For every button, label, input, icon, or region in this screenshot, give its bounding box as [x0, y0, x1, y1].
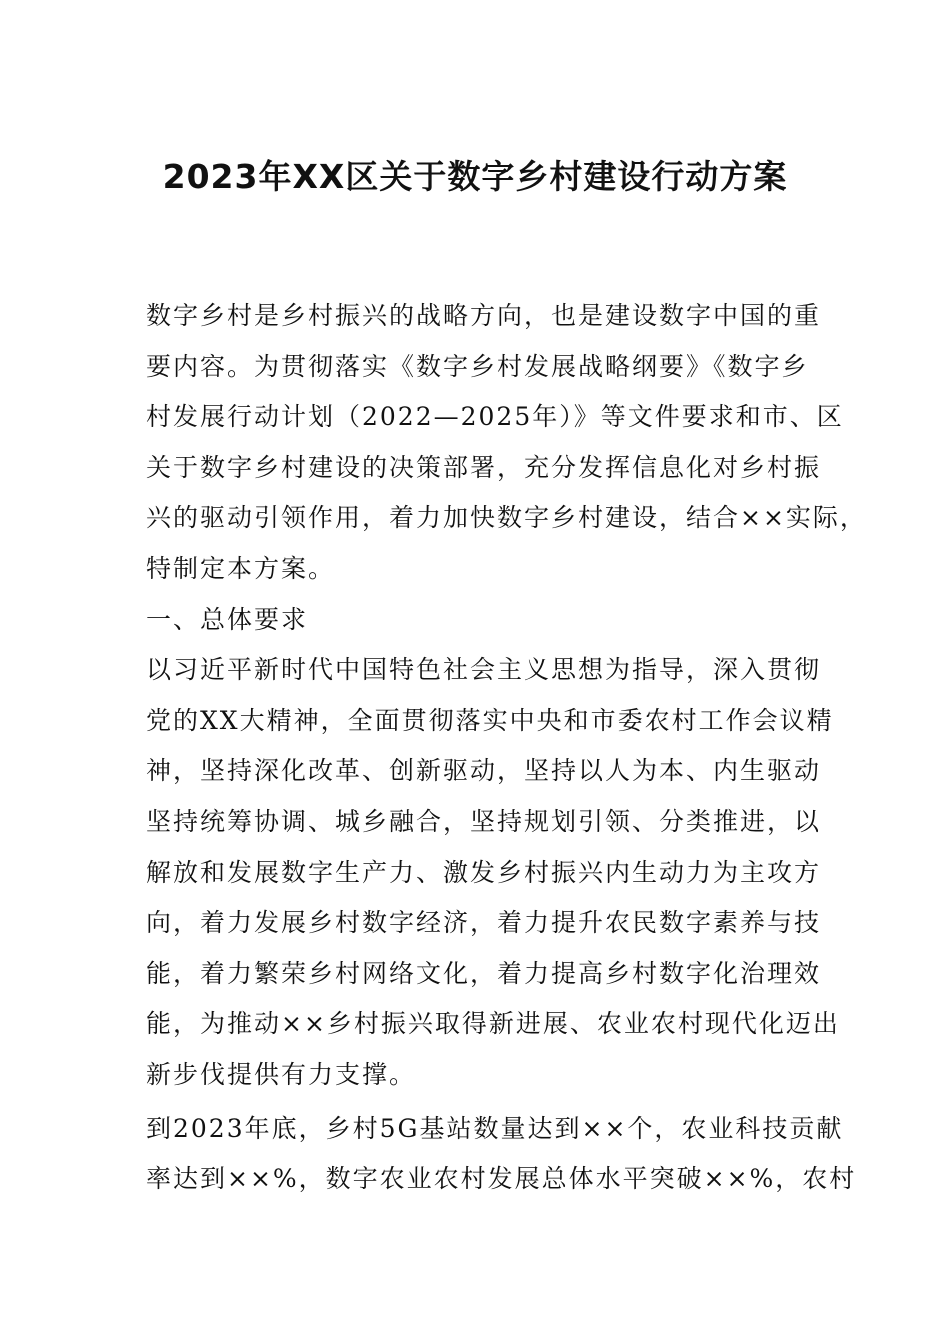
document-title: 2023年XX区关于数字乡村建设行动方案 [162, 157, 788, 196]
body-line: 解放和发展数字生产力、激发乡村振兴内生动力为主攻方 [146, 857, 822, 887]
body-line: 能，着力繁荣乡村网络文化，着力提高乡村数字化治理效 [146, 958, 822, 988]
body-line: 到2023年底，乡村5G基站数量达到××个，农业科技贡献 [146, 1113, 844, 1143]
body-line: 向，着力发展乡村数字经济，着力提升农民数字素养与技 [146, 908, 822, 938]
body-line: 关于数字乡村建设的决策部署，充分发挥信息化对乡村振 [146, 452, 822, 482]
section-heading: 一、总体要求 [146, 604, 309, 634]
body-line: 村发展行动计划（2022—2025年）》等文件要求和市、区 [146, 402, 844, 432]
body-line: 坚持统筹协调、城乡融合，坚持规划引领、分类推进，以 [146, 806, 822, 836]
body-line: 要内容。为贯彻落实《数字乡村发展战略纲要》《数字乡 [146, 351, 809, 381]
body-line: 党的XX大精神，全面贯彻落实中央和市委农村工作会议精 [146, 705, 834, 735]
body-line: 新步伐提供有力支撑。 [146, 1059, 417, 1089]
body-line: 兴的驱动引领作用，着力加快数字乡村建设，结合××实际， [146, 503, 867, 533]
body-line: 神，坚持深化改革、创新驱动，坚持以人为本、内生驱动 [146, 756, 822, 786]
body-line: 率达到××%，数字农业农村发展总体水平突破××%，农村 [146, 1164, 857, 1194]
document-body [146, 291, 867, 1205]
body-line: 特制定本方案。 [146, 553, 336, 583]
body-line: 能，为推动××乡村振兴取得新进展、农业农村现代化迈出 [146, 1009, 840, 1039]
body-line: 数字乡村是乡村振兴的战略方向，也是建设数字中国的重 [146, 301, 822, 330]
body-line: 以习近平新时代中国特色社会主义思想为指导，深入贯彻 [146, 655, 822, 685]
